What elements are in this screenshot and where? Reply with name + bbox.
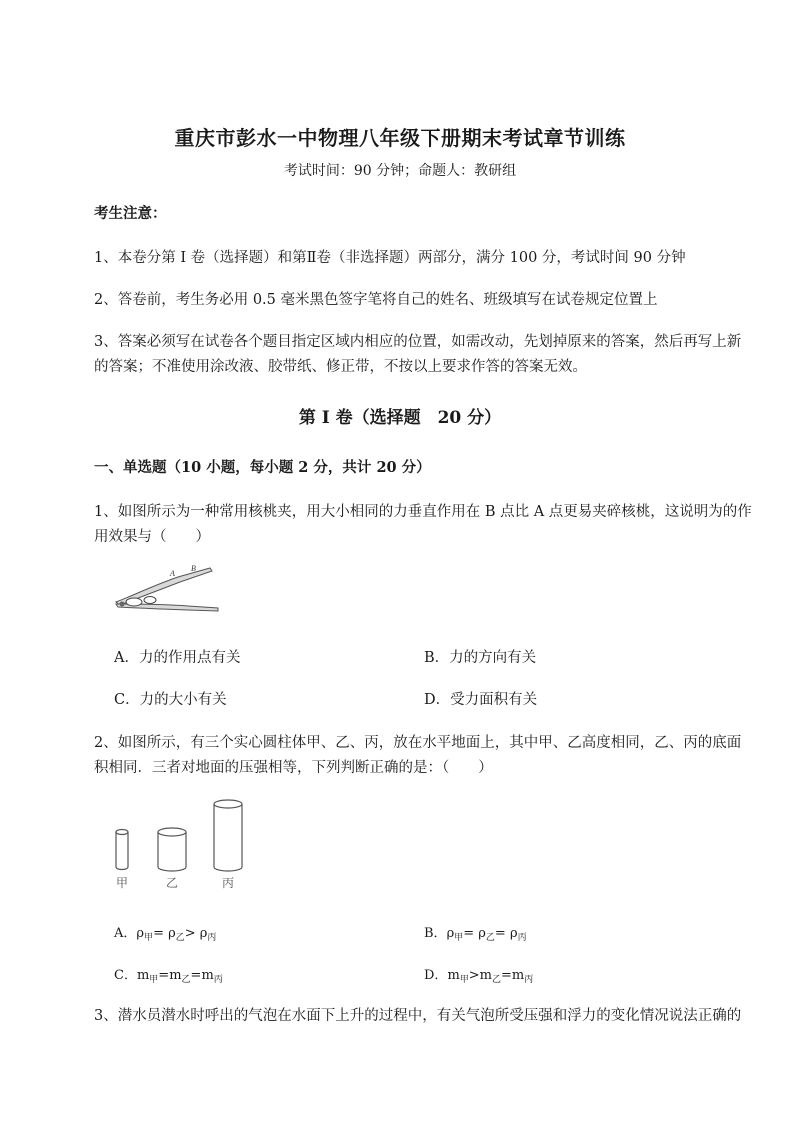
notice-item-1: 1、本卷分第 I 卷（选择题）和第Ⅱ卷（非选择题）两部分，满分 100 分，考试时间 90 分钟 bbox=[94, 250, 686, 266]
q1-option-b: B．力的方向有关 bbox=[424, 650, 537, 666]
notice-item-2: 2、答卷前，考生务必用 0.5 毫米黑色签字笔将自己的姓名、班级填写在试卷规定位置上 bbox=[94, 292, 658, 308]
q1-stem-line1: 1、如图所示为一种常用核桃夹，用大小相同的力垂直作用在 B 点比 A 点更易夹碎核桃，这说明为的作 bbox=[94, 504, 752, 520]
q2-option-d: D．$m_甲>m_乙=m_丙$ bbox=[424, 968, 534, 985]
q2-stem-line1: 2、如图所示，有三个实心圆柱体甲、乙、丙，放在水平地面上，其中甲、乙高度相同，乙、丙的底面 bbox=[94, 735, 742, 751]
cylinders-figure bbox=[108, 795, 258, 895]
q3-stem-line1: 3、潜水员潜水时呼出的气泡在水面下上升的过程中，有关气泡所受压强和浮力的变化情况说法正确的 bbox=[94, 1008, 742, 1024]
nutcracker-figure bbox=[112, 562, 222, 614]
part-heading: 一、单选题（10 小题，每小题 2 分，共计 20 分） bbox=[94, 459, 431, 476]
notice-heading: 考生注意： bbox=[94, 205, 167, 222]
q2-option-c: C．$m_甲=m_乙=m_丙$ bbox=[114, 968, 223, 985]
section-title: 第 I 卷（选择题 20 分） bbox=[298, 408, 502, 428]
exam-subtitle: 考试时间：90 分钟；命题人：教研组 bbox=[283, 163, 517, 179]
cyl-label-yi: 乙 bbox=[166, 876, 179, 890]
cyl-label-jia: 甲 bbox=[116, 876, 129, 890]
q1-option-d: D．受力面积有关 bbox=[424, 692, 538, 708]
fig-label-a: A bbox=[170, 569, 175, 578]
q2-option-b: B．$\rho_甲= \rho_乙= \rho_丙$ bbox=[424, 926, 527, 943]
notice-item-3-line2: 的答案；不准使用涂改液、胶带纸、修正带，不按以上要求作答的答案无效。 bbox=[94, 359, 587, 375]
q1-stem-line2: 用效果与（ ） bbox=[94, 529, 210, 545]
q2-stem-line2: 积相同．三者对地面的压强相等，下列判断正确的是：（ ） bbox=[94, 760, 493, 776]
q1-option-a: A．力的作用点有关 bbox=[114, 650, 241, 666]
notice-item-3-line1: 3、答案必须写在试卷各个题目指定区域内相应的位置，如需改动，先划掉原来的答案，然后再写上新 bbox=[94, 334, 742, 350]
cyl-label-bing: 丙 bbox=[222, 876, 235, 890]
q2-option-a: A．$\rho_甲= \rho_乙> \rho_丙$ bbox=[114, 926, 217, 943]
fig-label-b: B bbox=[191, 564, 196, 573]
page-title: 重庆市彭水一中物理八年级下册期末考试章节训练 bbox=[174, 126, 626, 150]
q1-option-c: C．力的大小有关 bbox=[114, 692, 227, 708]
